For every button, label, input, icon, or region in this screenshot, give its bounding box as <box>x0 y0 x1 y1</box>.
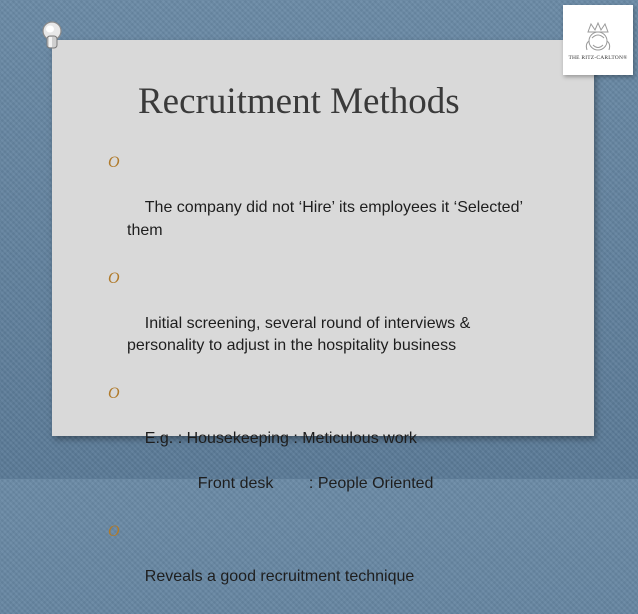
bullet-item <box>108 152 548 265</box>
bullet-marker: O <box>108 269 120 287</box>
bullet-text: Reveals a good recruitment technique <box>144 568 415 585</box>
bullet-marker: O <box>108 523 120 540</box>
bullet-item <box>108 521 548 611</box>
bullet-item <box>108 383 548 518</box>
lion-crown-icon <box>573 20 623 54</box>
logo-text: THE RITZ-CARLTON® <box>568 54 628 61</box>
bullet-marker: O <box>108 385 120 402</box>
pushpin-icon <box>38 20 66 58</box>
bullet-subline: Front desk : People Oriented <box>197 475 434 492</box>
ritz-carlton-logo <box>563 5 633 75</box>
bullet-text: E.g. : Housekeeping : Meticulous work <box>144 430 417 447</box>
bullet-marker: O <box>108 154 120 171</box>
bullet-item <box>108 268 548 381</box>
slide-title: Recruitment Methods <box>138 81 460 122</box>
bullet-list <box>108 152 548 614</box>
bullet-text: Initial screening, several round of interviews & personality to adjust in the hospitality business <box>127 314 475 354</box>
bullet-text: The company did not ‘Hire’ its employees it ‘Selected’ them <box>127 199 527 239</box>
